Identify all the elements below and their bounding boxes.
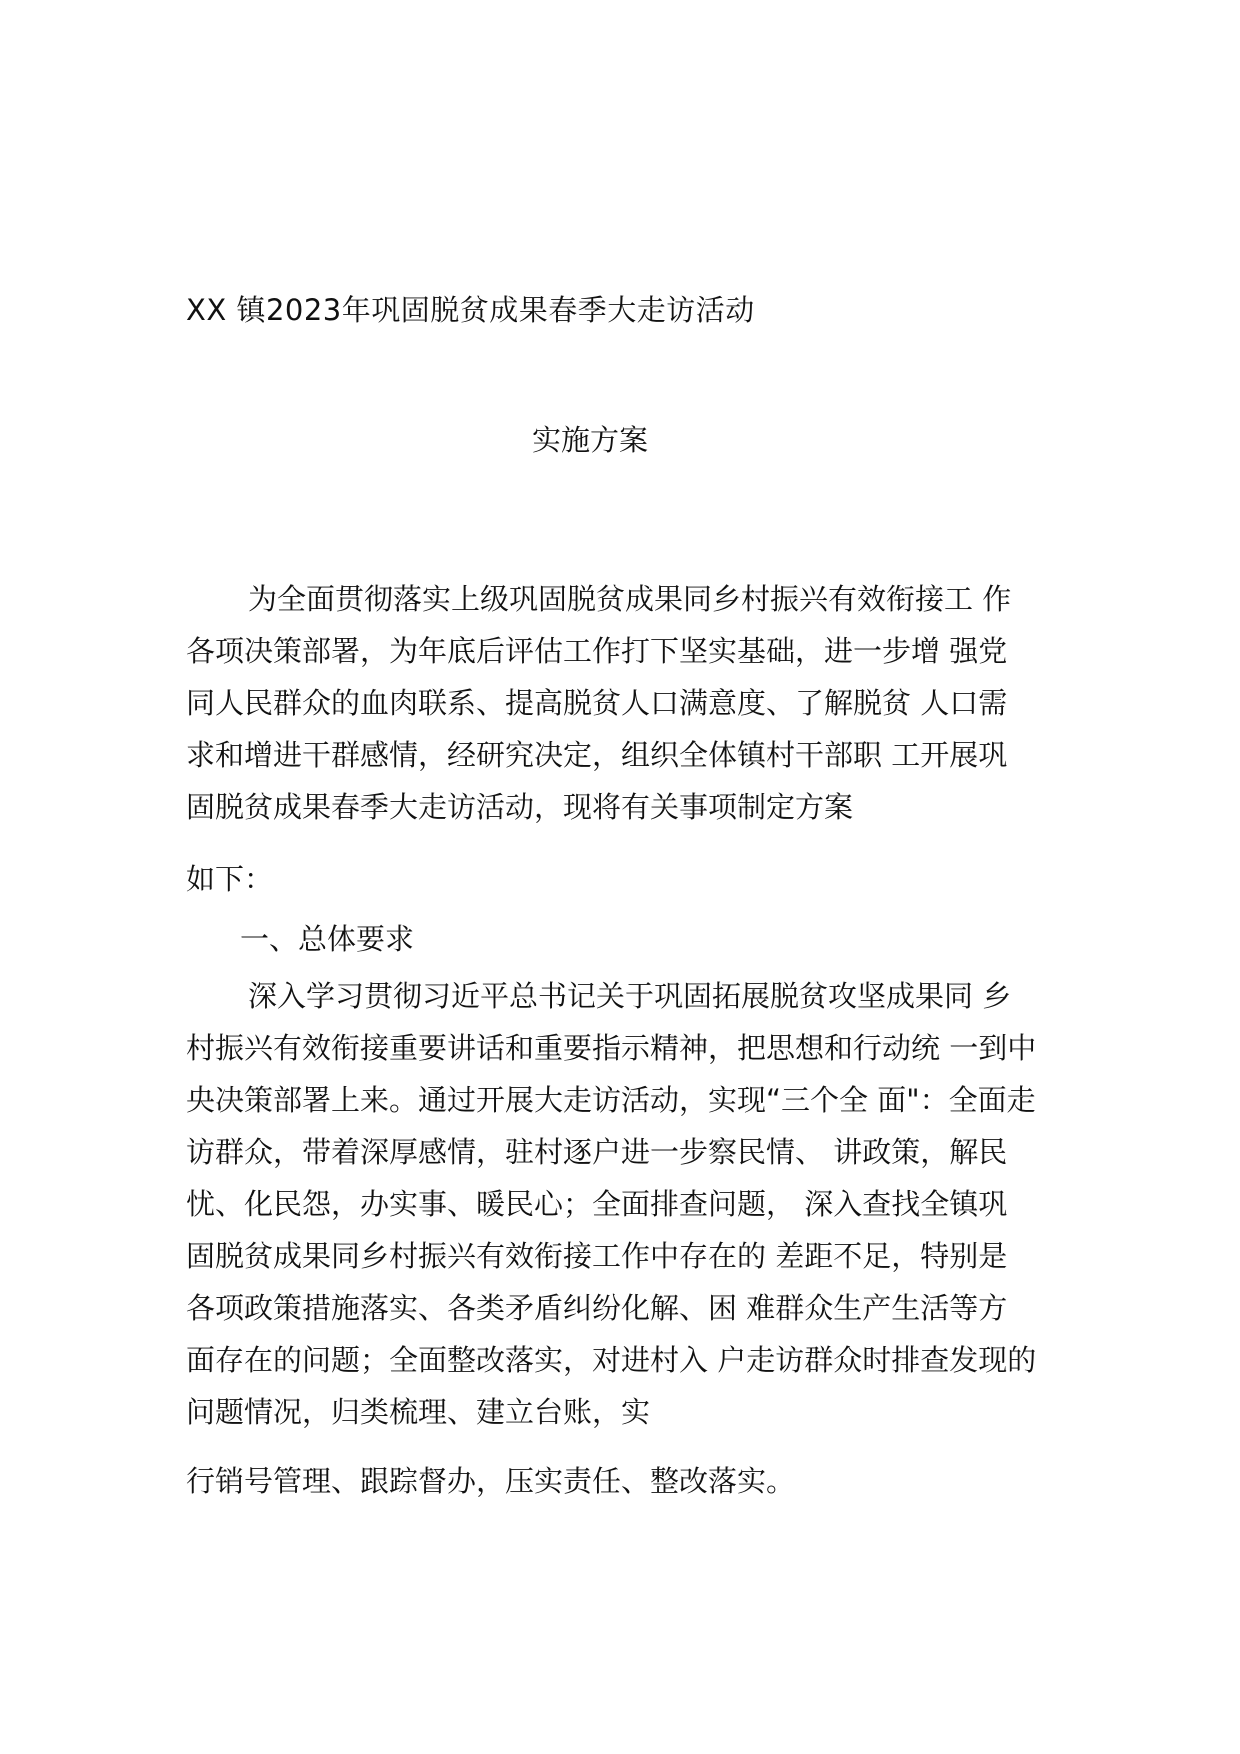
paragraph-line: 求和增进干群感情，经研究决定，组织全体镇村干部职 工开展巩: [186, 738, 1008, 772]
paragraph-line: 为全面贯彻落实上级巩固脱贫成果同乡村振兴有效衔接工 作: [248, 582, 1012, 616]
paragraph-line: 各项决策部署，为年底后评估工作打下坚实基础，进一步增 强党: [186, 634, 1008, 668]
document-title-line2: 实施方案: [531, 423, 648, 457]
paragraph-requirements: [186, 970, 1036, 1438]
paragraph-line: 村振兴有效衔接重要讲话和重要指示精神，把思想和行动统 一到中: [186, 1031, 1037, 1065]
paragraph-intro: [186, 573, 1011, 833]
paragraph-line: 同人民群众的血肉联系、提高脱贫人口满意度、了解脱贫 人口需: [186, 686, 1008, 720]
section-heading: 一、总体要求: [240, 922, 415, 956]
paragraph-line: 深入学习贯彻习近平总书记关于巩固拓展脱贫攻坚成果同 乡: [248, 979, 1012, 1013]
paragraph-line: 各项政策措施落实、各类矛盾纠纷化解、困 难群众生产生活等方: [186, 1291, 1008, 1325]
paragraph-line: 访群众，带着深厚感情，驻村逐户进一步察民情、 讲政策，解民: [186, 1135, 1008, 1169]
document-title-line1: XX 镇2023年巩固脱贫成果春季大走访活动: [186, 293, 755, 327]
paragraph-intro-end: 如下：: [186, 862, 274, 896]
paragraph-line: 忧、化民怨，办实事、暖民心；全面排查问题， 深入查找全镇巩: [186, 1187, 1008, 1221]
paragraph-line: 问题情况，归类梳理、建立台账，实: [186, 1395, 651, 1429]
paragraph-line: 央决策部署上来。通过开展大走访活动，实现“三个全 面"：全面走: [186, 1083, 1036, 1117]
paragraph-line: 固脱贫成果春季大走访活动，现将有关事项制定方案: [186, 790, 854, 824]
paragraph-line: 固脱贫成果同乡村振兴有效衔接工作中存在的 差距不足，特别是: [186, 1239, 1008, 1273]
paragraph-line: 面存在的问题；全面整改落实，对进村入 户走访群众时排查发现的: [186, 1343, 1037, 1377]
paragraph-requirements-tail: 行销号管理、跟踪督办，压实责任、整改落实。: [186, 1464, 796, 1498]
